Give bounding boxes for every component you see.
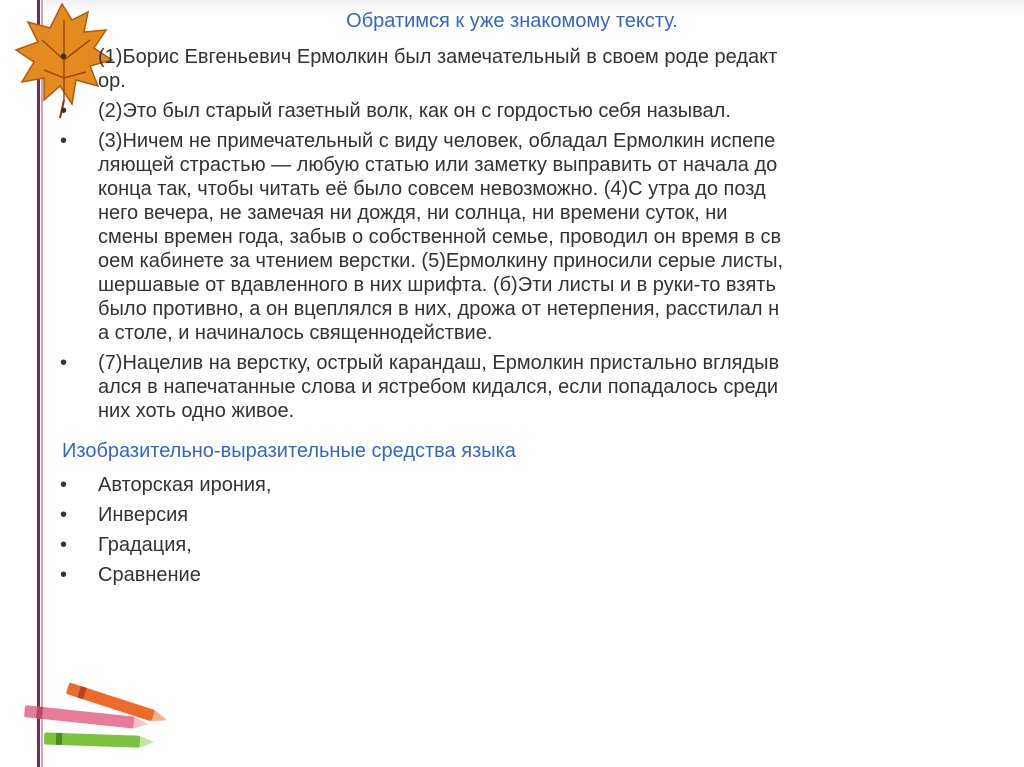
quote-paragraph-3 [60, 129, 990, 345]
device-item [60, 473, 990, 497]
bullet: • [60, 100, 68, 122]
text-line: ляющей страстью — любую статью или заметку выправить от начала до [98, 154, 778, 176]
crayons-icon [10, 680, 170, 760]
text-line: (3)Ничем не примечательный с виду человек, обладал Ермолкин испепе [98, 130, 776, 152]
quote-paragraph-2 [60, 99, 990, 123]
bullet: • [60, 564, 68, 586]
devices-list [60, 473, 990, 587]
device-label: Сравнение [98, 564, 201, 586]
text-line: (7)Нацелив на верстку, острый карандаш, Ермолкин пристально вглядыв [98, 352, 780, 374]
slide-title: Обратимся к уже знакомому тексту. [346, 10, 678, 32]
device-label: Авторская ирония, [98, 474, 272, 496]
quote-paragraph-1 [60, 45, 990, 93]
text-line: было противно, а он вцеплялся в них, дрожа от нетерпения, расстилал н [98, 298, 780, 320]
bullet: • [60, 130, 68, 152]
device-item [60, 503, 990, 527]
text-line: а столе, и начиналось священнодействие. [98, 322, 493, 344]
text-line: них хоть одно живое. [98, 400, 295, 422]
text-line: (2)Это был старый газетный волк, как он с гордостью себя называл. [98, 100, 731, 122]
text-line: ор. [98, 70, 126, 92]
text-line: конца так, чтобы читать её было совсем невозможно. (4)С утра до позд [98, 178, 766, 200]
quote-paragraph-4 [60, 351, 990, 423]
slide-content [60, 45, 990, 593]
text-line: (1)Борис Евгеньевич Ермолкин был замечательный в своем роде редакт [98, 46, 778, 68]
bullet: • [60, 46, 68, 68]
device-item [60, 533, 990, 557]
device-label: Градация, [98, 534, 192, 556]
device-label: Инверсия [98, 504, 189, 526]
text-line: него вечера, не замечая ни дождя, ни солнца, ни времени суток, ни [98, 202, 728, 224]
bullet: • [60, 352, 68, 374]
bullet: • [60, 474, 68, 496]
quote-list [60, 45, 990, 423]
device-item [60, 563, 990, 587]
bullet: • [60, 504, 68, 526]
text-line: шершавые от вдавленного в них шрифта. (б)Эти листы и в руки-то взять [98, 274, 776, 296]
text-line: оем кабинете за чтением верстки. (5)Ермолкину приносили серые листы, [98, 250, 784, 272]
devices-heading: Изобразительно-выразительные средства языка [62, 440, 516, 462]
bullet: • [60, 534, 68, 556]
text-line: ался в напечатанные слова и ястребом кидался, если попадалось среди [98, 376, 779, 398]
text-line: смены времен года, забыв о собственной семье, проводил он время в св [98, 226, 782, 248]
